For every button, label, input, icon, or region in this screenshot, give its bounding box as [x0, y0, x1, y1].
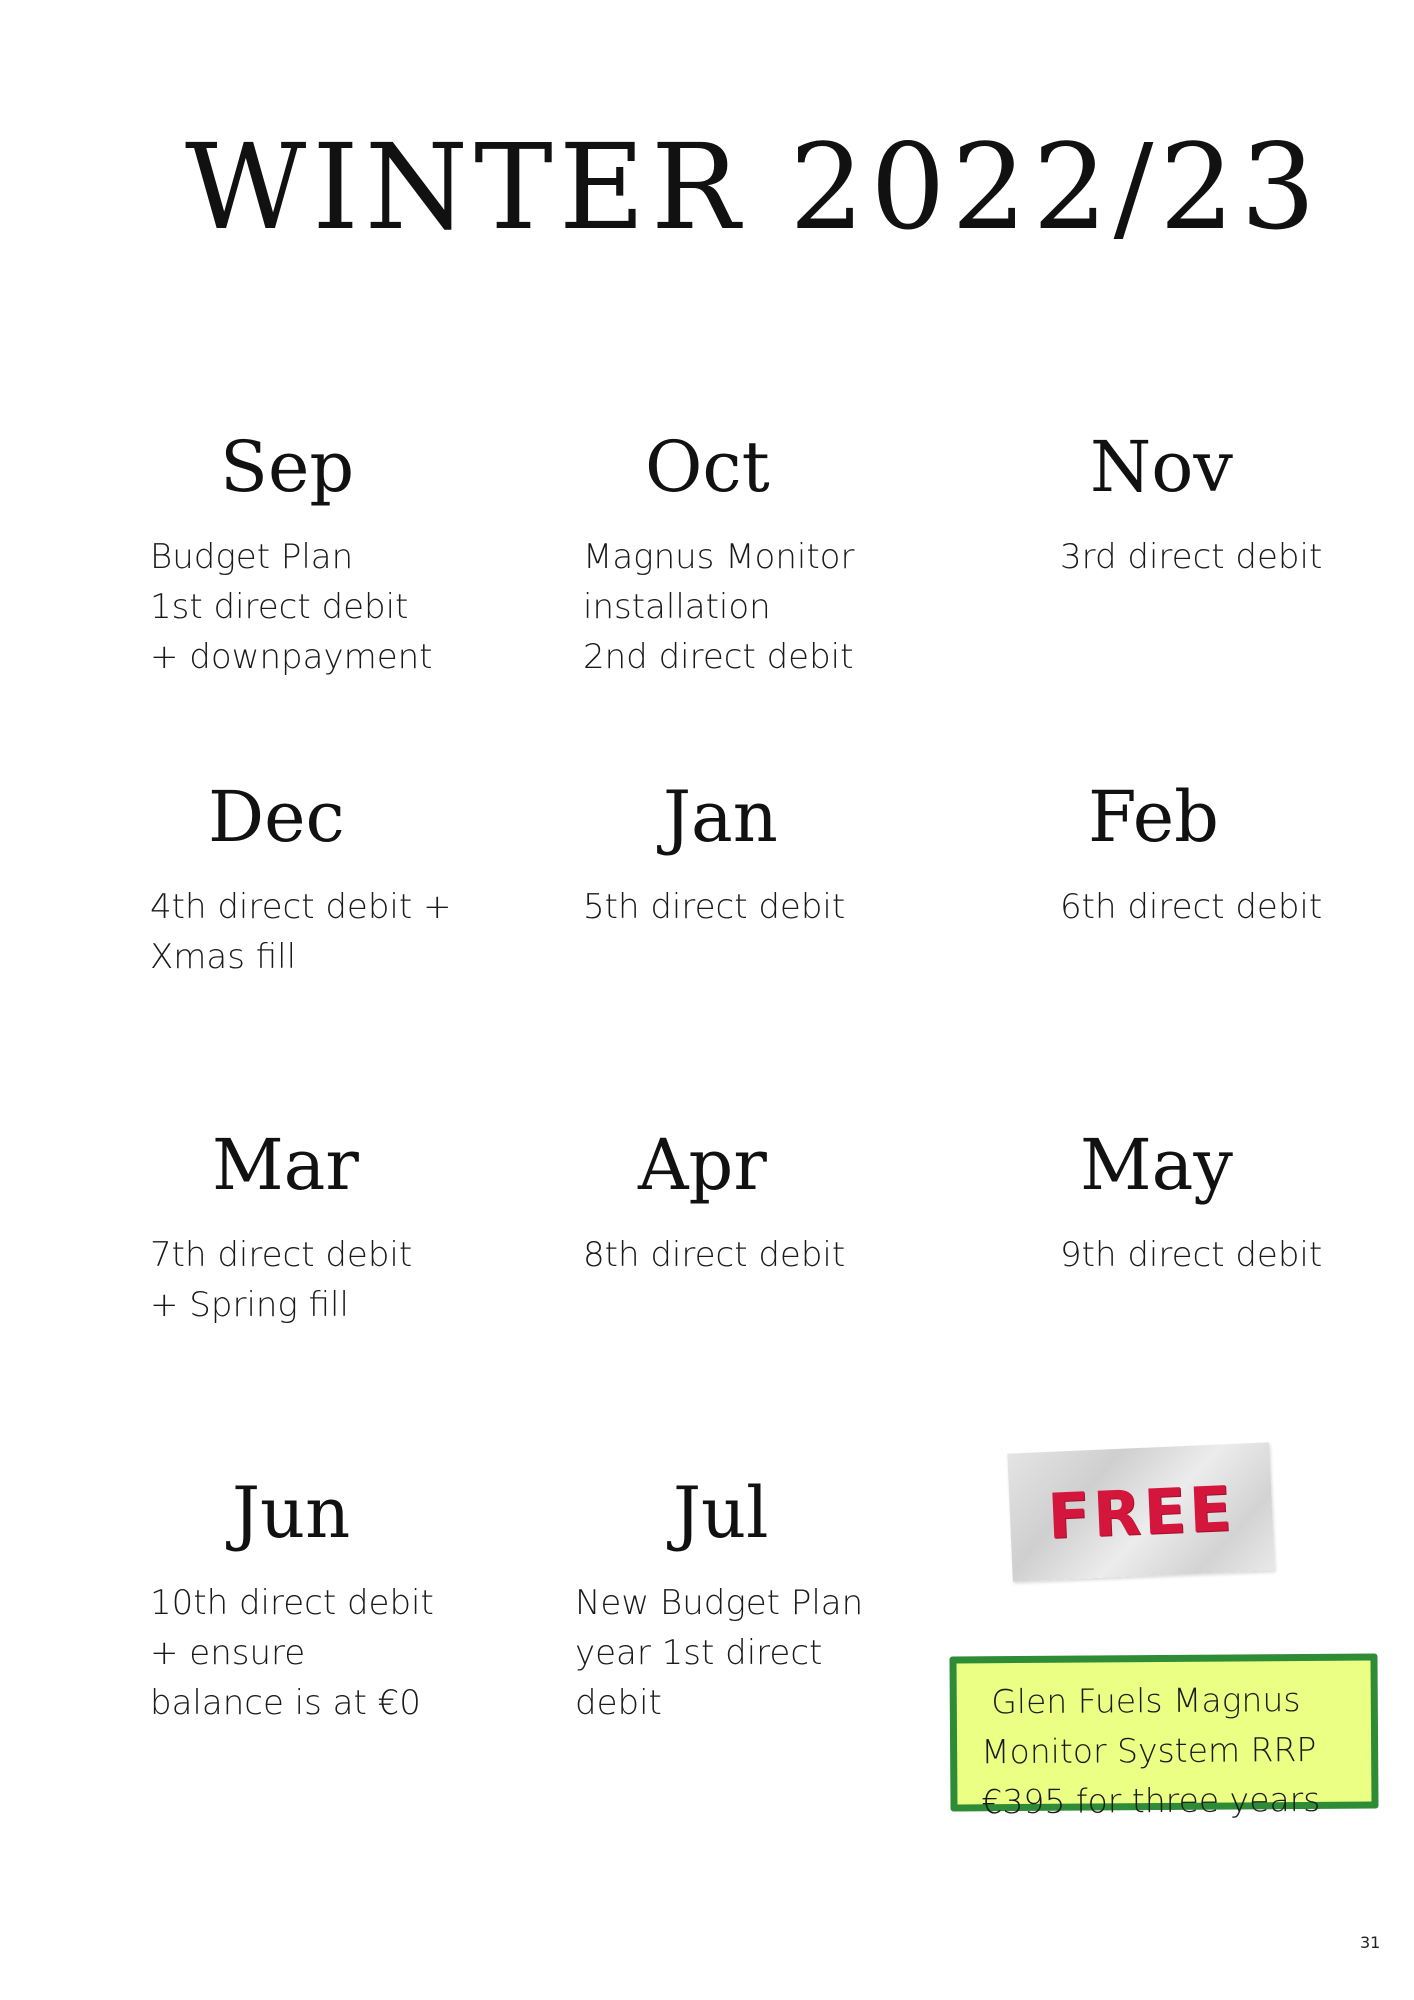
month-name: Sep — [220, 426, 355, 508]
month-notes — [583, 1230, 963, 1280]
month-name: Nov — [1090, 426, 1233, 508]
month-note-line: Xmas fill — [150, 937, 297, 977]
month-note-line: 5th direct debit — [583, 887, 846, 927]
month-name: Jun — [232, 1472, 351, 1554]
offer-line: Glen Fuels Magnus — [980, 1680, 1301, 1722]
month-note-line: 8th direct debit — [583, 1235, 846, 1275]
month-name: Apr — [638, 1124, 767, 1206]
offer-line: Monitor System RRP — [980, 1729, 1317, 1772]
month-block-apr — [583, 1124, 963, 1280]
month-block-may — [1060, 1124, 1414, 1280]
month-note-line: installation — [583, 587, 771, 627]
page-title: WINTER 2022/23 — [185, 118, 1322, 256]
month-block-jun — [150, 1472, 530, 1728]
page-number: 31 — [1360, 1933, 1381, 1952]
month-notes — [150, 1230, 530, 1330]
month-note-line: 7th direct debit — [150, 1235, 413, 1275]
month-block-oct — [583, 426, 963, 682]
month-notes — [575, 1578, 955, 1728]
month-note-line: balance is at €0 — [150, 1683, 421, 1723]
month-note-line: 6th direct debit — [1060, 887, 1323, 927]
free-label: FREE — [1046, 1471, 1236, 1553]
month-notes — [150, 1578, 530, 1728]
month-name: Dec — [208, 776, 345, 858]
offer-line: €395 for three years — [981, 1779, 1321, 1822]
month-block-jul — [575, 1472, 955, 1728]
month-notes — [1060, 1230, 1414, 1280]
month-note-line: debit — [575, 1683, 662, 1723]
offer-callout — [949, 1654, 1378, 1822]
month-notes — [1060, 532, 1414, 582]
month-note-line: + Spring fill — [150, 1285, 349, 1325]
month-note-line: 3rd direct debit — [1060, 537, 1323, 577]
month-note-line: New Budget Plan — [575, 1583, 864, 1623]
month-block-feb — [1060, 776, 1414, 932]
month-note-line: year 1st direct — [575, 1633, 823, 1673]
month-notes — [583, 882, 963, 932]
month-note-line: 9th direct debit — [1060, 1235, 1323, 1275]
month-block-nov — [1060, 426, 1414, 582]
month-block-sep — [150, 426, 530, 682]
month-name: Mar — [212, 1124, 359, 1206]
month-name: Feb — [1088, 776, 1219, 858]
month-note-line: 2nd direct debit — [583, 637, 854, 677]
month-note-line: 1st direct debit — [150, 587, 409, 627]
month-block-mar — [150, 1124, 530, 1330]
month-name: Jan — [663, 776, 778, 858]
month-notes — [583, 532, 963, 682]
month-name: May — [1080, 1124, 1233, 1206]
month-block-jan — [583, 776, 963, 932]
month-note-line: 4th direct debit + — [150, 887, 452, 927]
month-note-line: Magnus Monitor — [583, 537, 855, 577]
month-notes — [150, 532, 530, 682]
free-sticker — [1007, 1442, 1274, 1581]
month-name: Jul — [673, 1472, 769, 1554]
month-notes — [150, 882, 530, 982]
month-notes — [1060, 882, 1414, 932]
month-name: Oct — [645, 426, 770, 508]
month-note-line: 10th direct debit — [150, 1583, 434, 1623]
month-block-dec — [150, 776, 530, 982]
month-note-line: + ensure — [150, 1633, 306, 1673]
month-note-line: Budget Plan — [150, 537, 354, 577]
month-note-line: + downpayment — [150, 637, 433, 677]
